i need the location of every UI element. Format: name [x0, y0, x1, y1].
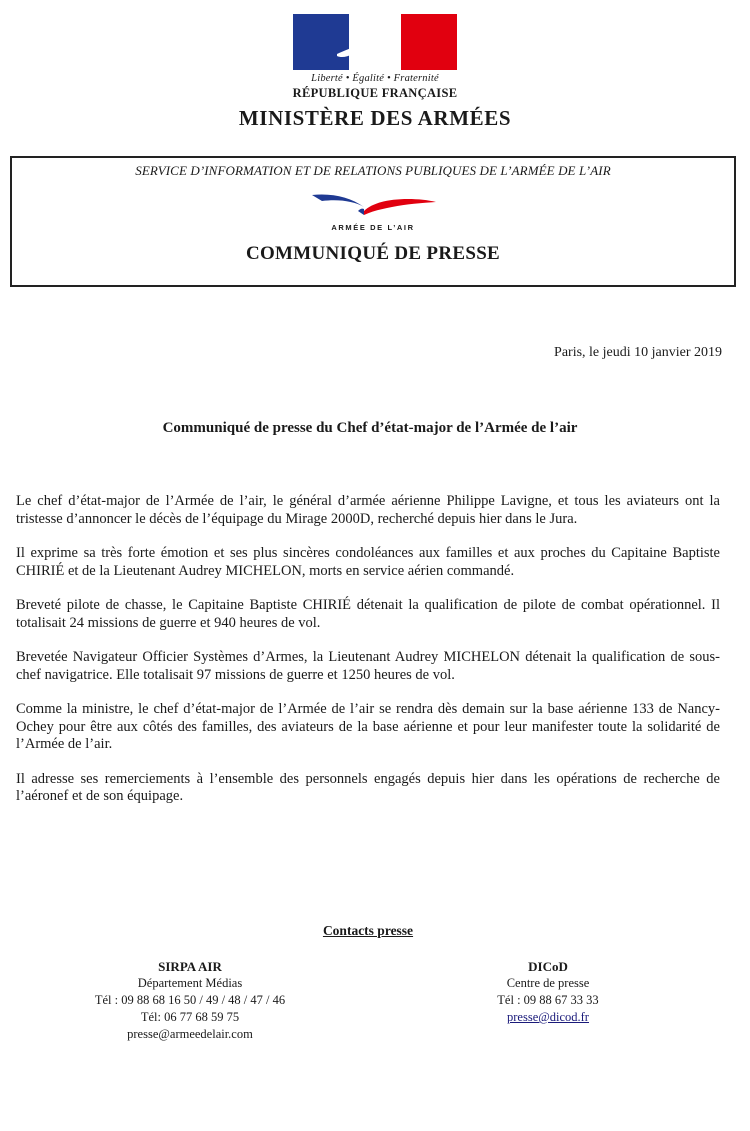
- paragraph: Comme la ministre, le chef d’état-major de l’Armée de l’air se rendra dès demain sur la base aérienne 133 de Nancy-Ochey pour être aux côtés des familles, des aviateurs de la base aérienne et pour leur manifester toute la solidarité de l’Armée de l’air.: [16, 701, 720, 752]
- header-block: [0, 14, 750, 131]
- contact-phone: Tél : 09 88 68 16 50 / 49 / 48 / 47 / 46: [94, 993, 286, 1007]
- contacts-title: Contacts presse: [322, 923, 414, 938]
- paragraph: Brevetée Navigateur Officier Systèmes d’Armes, la Lieutenant Audrey MICHELON détenait la qualification de sous-chef navigatrice. Elle totalisait 97 missions de guerre et 1250 heures de vol.: [16, 649, 720, 683]
- paragraph: Il adresse ses remerciements à l’ensemble des personnels engagés depuis hier dans les opérations de recherche de l’aéronef et de son équipage.: [16, 770, 720, 804]
- communique-heading: COMMUNIQUÉ DE PRESSE: [245, 243, 501, 264]
- body-text: [16, 493, 720, 823]
- marianne-logo-icon: [293, 14, 457, 70]
- paragraph: Il exprime sa très forte émotion et ses plus sincères condoléances aux familles et aux proches du Capitaine Baptiste CHIRIÉ et de la Lieutenant Audrey MICHELON, morts en service aérien commandé.: [16, 545, 720, 579]
- ministry-name: MINISTÈRE DES ARMÉES: [238, 106, 512, 130]
- contact-email-link[interactable]: presse@dicod.fr: [507, 1010, 589, 1024]
- paragraph: Breveté pilote de chasse, le Capitaine Baptiste CHIRIÉ détenait la qualification de pilote de combat opérationnel. Il totalisait 24 missions de guerre et 940 heures de vol.: [16, 597, 720, 631]
- armee-de-l-air-logo-icon: [308, 191, 438, 221]
- contact-name: SIRPA AIR: [158, 959, 222, 974]
- document-subject: Communiqué de presse du Chef d’état-major de l’Armée de l’air: [162, 420, 578, 436]
- contact-name: DICoD: [528, 959, 568, 974]
- contact-phone: Tél : 09 88 67 33 33: [497, 993, 599, 1007]
- republique-francaise-label: RÉPUBLIQUE FRANÇAISE: [292, 86, 458, 100]
- paragraph: Le chef d’état-major de l’Armée de l’air, le général d’armée aérienne Philippe Lavigne, et tous les aviateurs ont la tristesse d’annoncer le décès de l’équipage du Mirage 2000D, recherché depuis hier dans le Jura.: [16, 493, 720, 527]
- contact-phone: Tél: 06 77 68 59 75: [140, 1010, 240, 1024]
- service-title: SERVICE D’INFORMATION ET DE RELATIONS PUBLIQUES DE L’ARMÉE DE L’AIR: [135, 163, 611, 178]
- document-date: Paris, le jeudi 10 janvier 2019: [554, 345, 722, 360]
- contact-email[interactable]: presse@armeedelair.com: [127, 1027, 253, 1041]
- armee-de-l-air-label: ARMÉE DE L’AIR: [331, 223, 415, 232]
- contact-dicod: [430, 958, 666, 1026]
- contact-sirpa-air: [40, 958, 340, 1043]
- contact-department: Centre de presse: [506, 976, 590, 990]
- service-header-box: [10, 156, 736, 287]
- contact-department: Département Médias: [137, 976, 243, 990]
- republic-motto: Liberté • Égalité • Fraternité: [311, 73, 439, 84]
